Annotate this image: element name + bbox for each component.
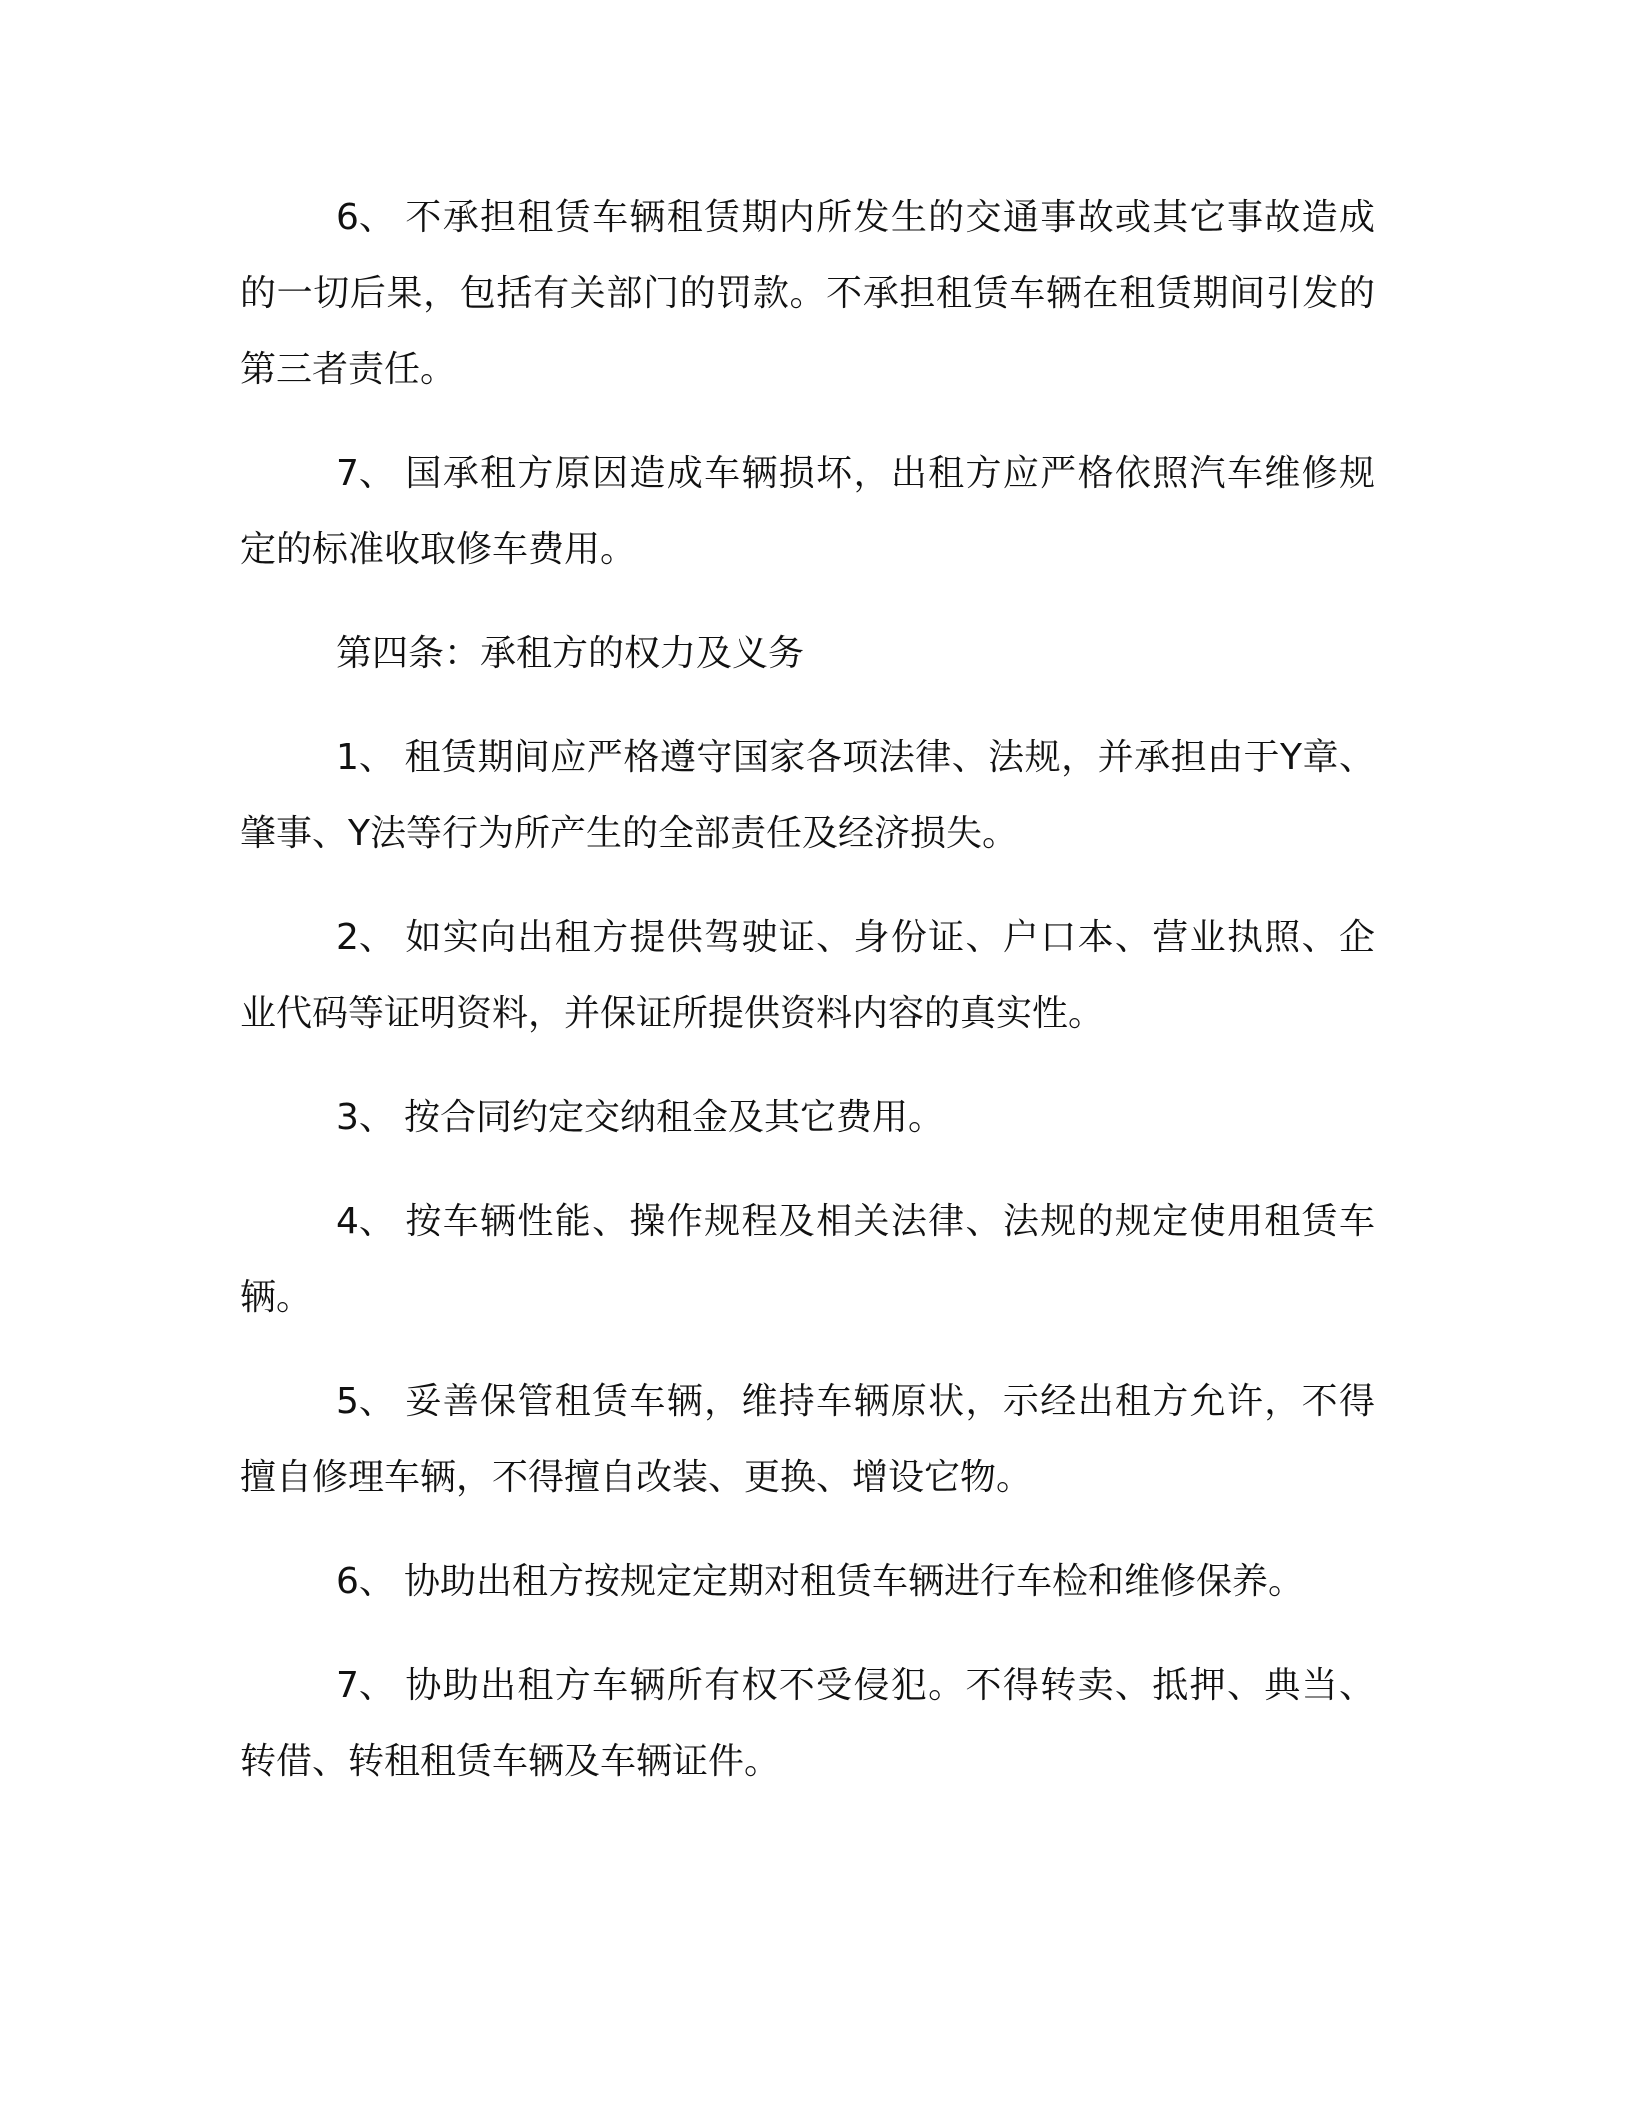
clause-text: 不承担租赁车辆租赁期内所发生的交通事故或其它事故造成的一切后果，包括有关部门的罚款。不承担租赁车辆在租赁期间引发的第三者责任。 [240, 197, 1375, 390]
obligation-number: 2、 [336, 917, 395, 958]
obligation-paragraph [240, 1080, 1375, 1156]
obligation-text: 按车辆性能、操作规程及相关法律、法规的规定使用租赁车辆。 [240, 1201, 1375, 1318]
obligation-paragraph [240, 1364, 1375, 1516]
clause-paragraph [240, 180, 1375, 408]
obligation-number: 3、 [336, 1097, 395, 1138]
clause-number: 6、 [336, 197, 395, 238]
obligation-text: 协助出租方车辆所有权不受侵犯。不得转卖、抵押、典当、转借、转租租赁车辆及车辆证件。 [240, 1665, 1375, 1782]
document-body [240, 180, 1375, 1828]
obligation-text: 按合同约定交纳租金及其它费用。 [404, 1097, 945, 1138]
obligation-text: 妥善保管租赁车辆，维持车辆原状，示经出租方允许，不得擅自修理车辆，不得擅自改装、更换、增设它物。 [240, 1381, 1375, 1498]
obligation-number: 1、 [336, 737, 395, 778]
clause-paragraph [240, 436, 1375, 588]
obligation-number: 5、 [336, 1381, 395, 1422]
obligation-text: 如实向出租方提供驾驶证、身份证、户口本、营业执照、企业代码等证明资料，并保证所提供资料内容的真实性。 [240, 917, 1375, 1034]
obligation-paragraph [240, 720, 1375, 872]
obligation-text: 协助出租方按规定定期对租赁车辆进行车检和维修保养。 [404, 1561, 1305, 1602]
obligation-paragraph [240, 1184, 1375, 1336]
obligation-number: 6、 [336, 1561, 395, 1602]
obligation-text: 租赁期间应严格遵守国家各项法律、法规，并承担由于Y章、肇事、Y法等行为所产生的全部责任及经济损失。 [240, 737, 1375, 854]
clause-number: 7、 [336, 453, 395, 494]
section-heading: 第四条：承租方的权力及义务 [336, 633, 805, 674]
clause-text: 国承租方原因造成车辆损坏，出租方应严格依照汽车维修规定的标准收取修车费用。 [240, 453, 1375, 570]
obligation-paragraph [240, 900, 1375, 1052]
obligation-number: 4、 [336, 1201, 395, 1242]
obligation-number: 7、 [336, 1665, 395, 1706]
obligation-paragraph [240, 1648, 1375, 1800]
obligation-paragraph [240, 1544, 1375, 1620]
